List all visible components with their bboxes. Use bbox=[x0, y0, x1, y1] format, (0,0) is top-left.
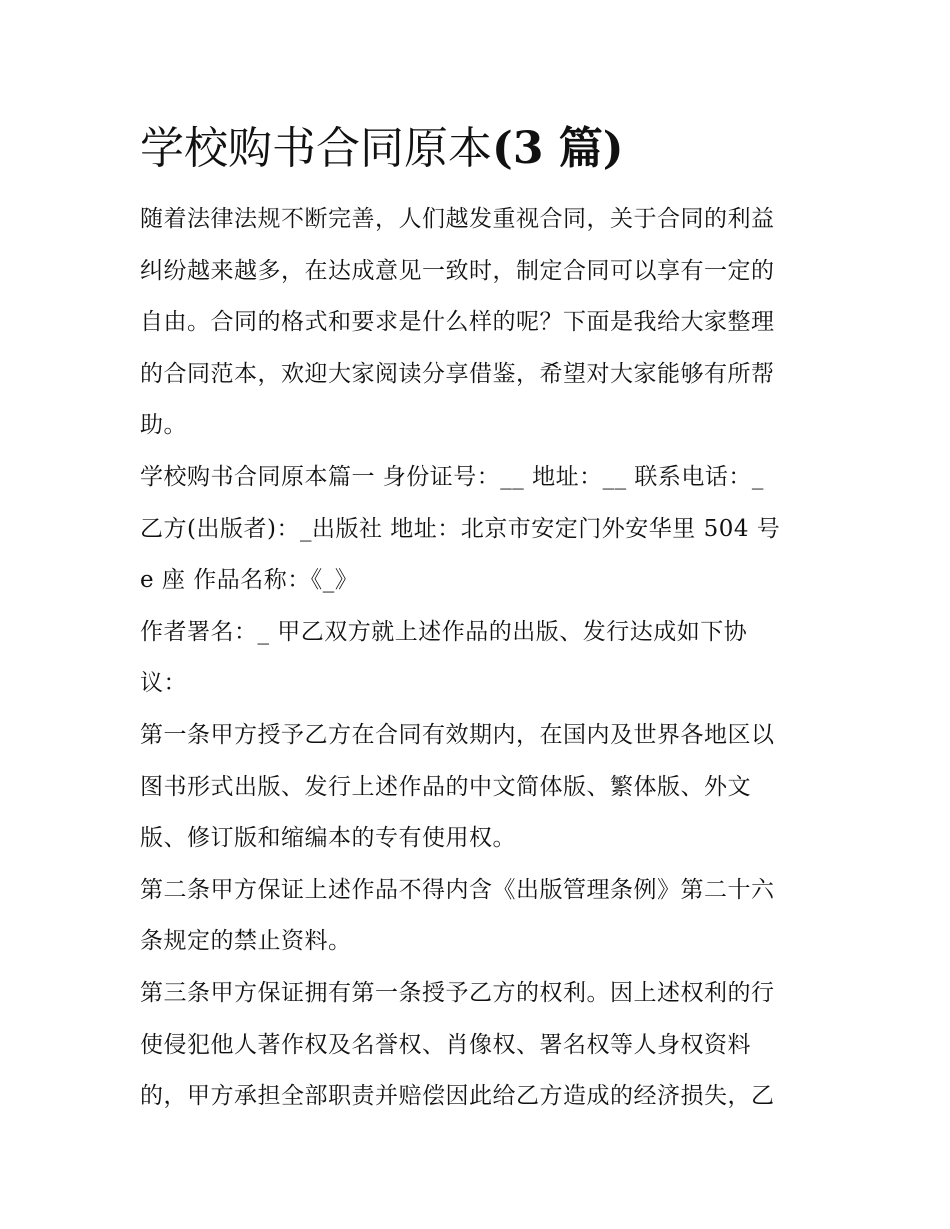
title-main: 学校购书合同原本 bbox=[140, 123, 492, 174]
title-count: (3 篇) bbox=[492, 123, 624, 174]
text-line: 乙方(出版者)：_出版社 地址：北京市安定门外安华里 504 号 bbox=[140, 515, 781, 542]
text-line: 议： bbox=[140, 670, 187, 697]
text-line: 助。 bbox=[140, 412, 187, 439]
document-title bbox=[140, 112, 812, 186]
text-line: 第二条甲方保证上述作品不得内含《出版管理条例》第二十六 bbox=[140, 876, 775, 903]
author-paragraph bbox=[140, 607, 812, 710]
text-line: 图书形式出版、发行上述作品的中文简体版、繁体版、外文 bbox=[140, 773, 751, 800]
article-3-paragraph bbox=[140, 968, 812, 1123]
text-line: 作者署名：_ 甲乙双方就上述作品的出版、发行达成如下协 bbox=[140, 618, 748, 645]
text-line: 的合同范本，欢迎大家阅读分享借鉴，希望对大家能够有所帮 bbox=[140, 360, 775, 387]
text-line: 版、修订版和缩编本的专有使用权。 bbox=[140, 825, 516, 852]
article-1-paragraph bbox=[140, 710, 812, 865]
text-line: 条规定的禁止资料。 bbox=[140, 928, 352, 955]
text-line: 自由。合同的格式和要求是什么样的呢？下面是我给大家整理 bbox=[140, 309, 775, 336]
party-info-paragraph bbox=[140, 452, 812, 607]
text-line: 学校购书合同原本篇一 身份证号：__ 地址：__ 联系电话：_ bbox=[140, 463, 764, 490]
text-line: 第三条甲方保证拥有第一条授予乙方的权利。因上述权利的行 bbox=[140, 979, 775, 1006]
text-line: 的，甲方承担全部职责并赔偿因此给乙方造成的经济损失，乙 bbox=[140, 1083, 775, 1110]
intro-paragraph bbox=[140, 194, 812, 452]
article-2-paragraph bbox=[140, 865, 812, 968]
text-line: 第一条甲方授予乙方在合同有效期内，在国内及世界各地区以 bbox=[140, 721, 775, 748]
text-line: 纠纷越来越多，在达成意见一致时，制定合同可以享有一定的 bbox=[140, 257, 775, 284]
document-body bbox=[140, 112, 812, 1123]
text-line: 使侵犯他人著作权及名誉权、肖像权、署名权等人身权资料 bbox=[140, 1031, 751, 1058]
text-line: 随着法律法规不断完善，人们越发重视合同，关于合同的利益 bbox=[140, 206, 775, 232]
text-line: e 座 作品名称：《_》 bbox=[140, 567, 359, 594]
